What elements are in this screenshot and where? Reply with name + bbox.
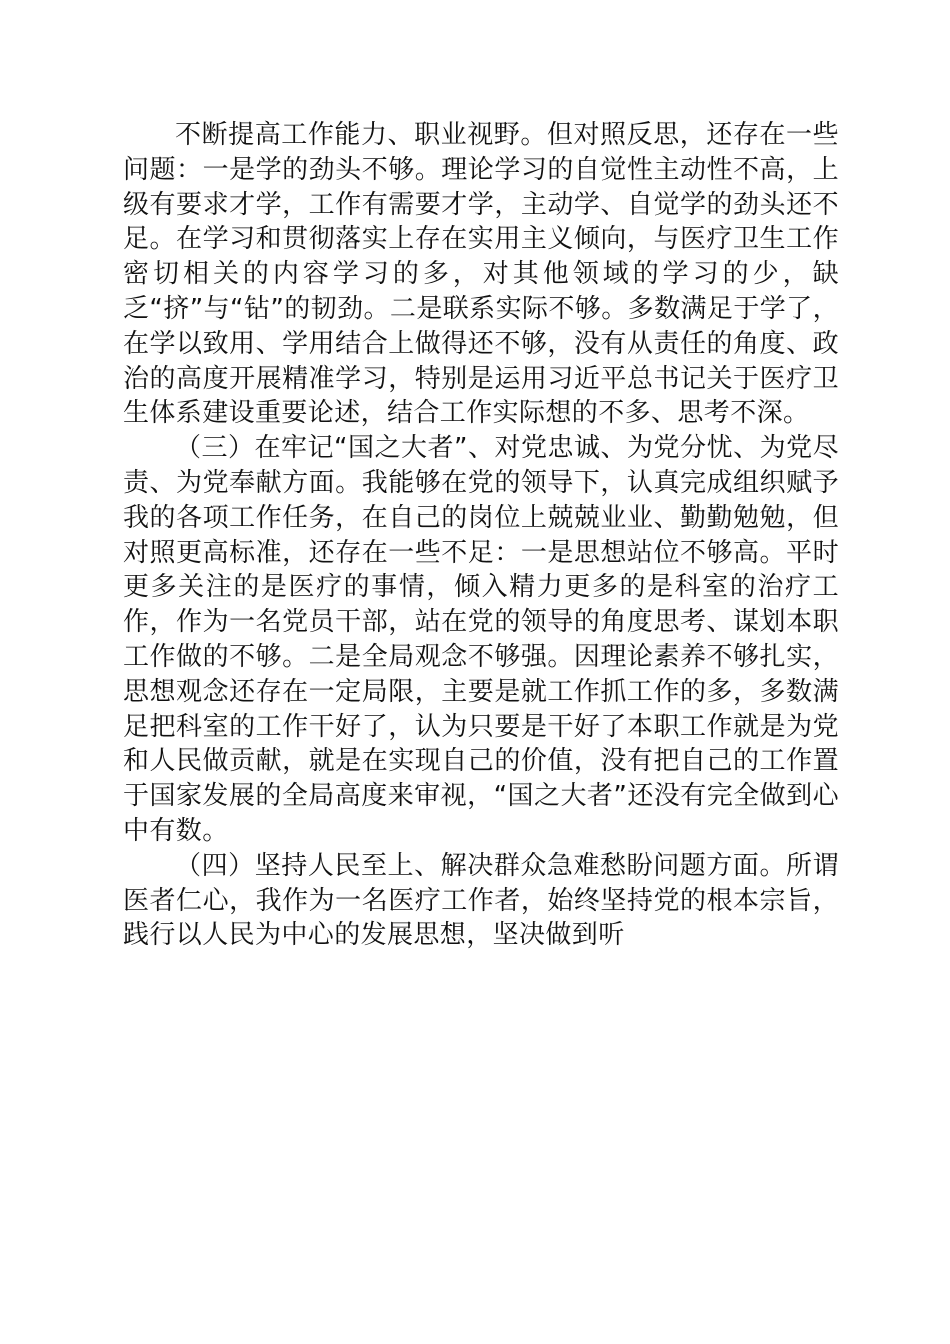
paragraph-section-four: （四）坚持人民至上、解决群众急难愁盼问题方面。所谓医者仁心，我作为一名医疗工作者，始终坚持党的根本宗旨，践行以人民为中心的发展思想，坚决做到听 <box>123 850 839 951</box>
paragraph-study-problems: 不断提高工作能力、职业视野。但对照反思，还存在一些问题：一是学的劲头不够。理论学习的自觉性主动性不高，上级有要求才学，工作有需要才学，主动学、自觉学的劲头还不足。在学习和贯彻落实上存在实用主义倾向，与医疗卫生工作密切相关的内容学习的多，对其他领域的学习的少，缺乏“挤”与“钻”的韧劲。二是联系实际不够。多数满足于学了，在学以致用、学用结合上做得还不够，没有从责任的角度、政治的高度开展精准学习，特别是运用习近平总书记关于医疗卫生体系建设重要论述，结合工作实际想的不多、思考不深。 <box>123 120 839 429</box>
document-body <box>123 118 839 953</box>
paragraph-section-three: （三）在牢记“国之大者”、对党忠诚、为党分忧、为党尽责、为党奉献方面。我能够在党的领导下，认真完成组织赋予我的各项工作任务，在自己的岗位上兢兢业业、勤勤勉勉，但对照更高标准，还存在一些不足：一是思想站位不够高。平时更多关注的是医疗的事情，倾入精力更多的是科室的治疗工作，作为一名党员干部，站在党的领导的角度思考、谋划本职工作做的不够。二是全局观念不够强。因理论素养不够扎实，思想观念还存在一定局限，主要是就工作抓工作的多，多数满足把科室的工作干好了，认为只要是干好了本职工作就是为党和人民做贡献，就是在实现自己的价值，没有把自己的工作置于国家发展的全局高度来审视，“国之大者”还没有完全做到心中有数。 <box>123 433 839 846</box>
